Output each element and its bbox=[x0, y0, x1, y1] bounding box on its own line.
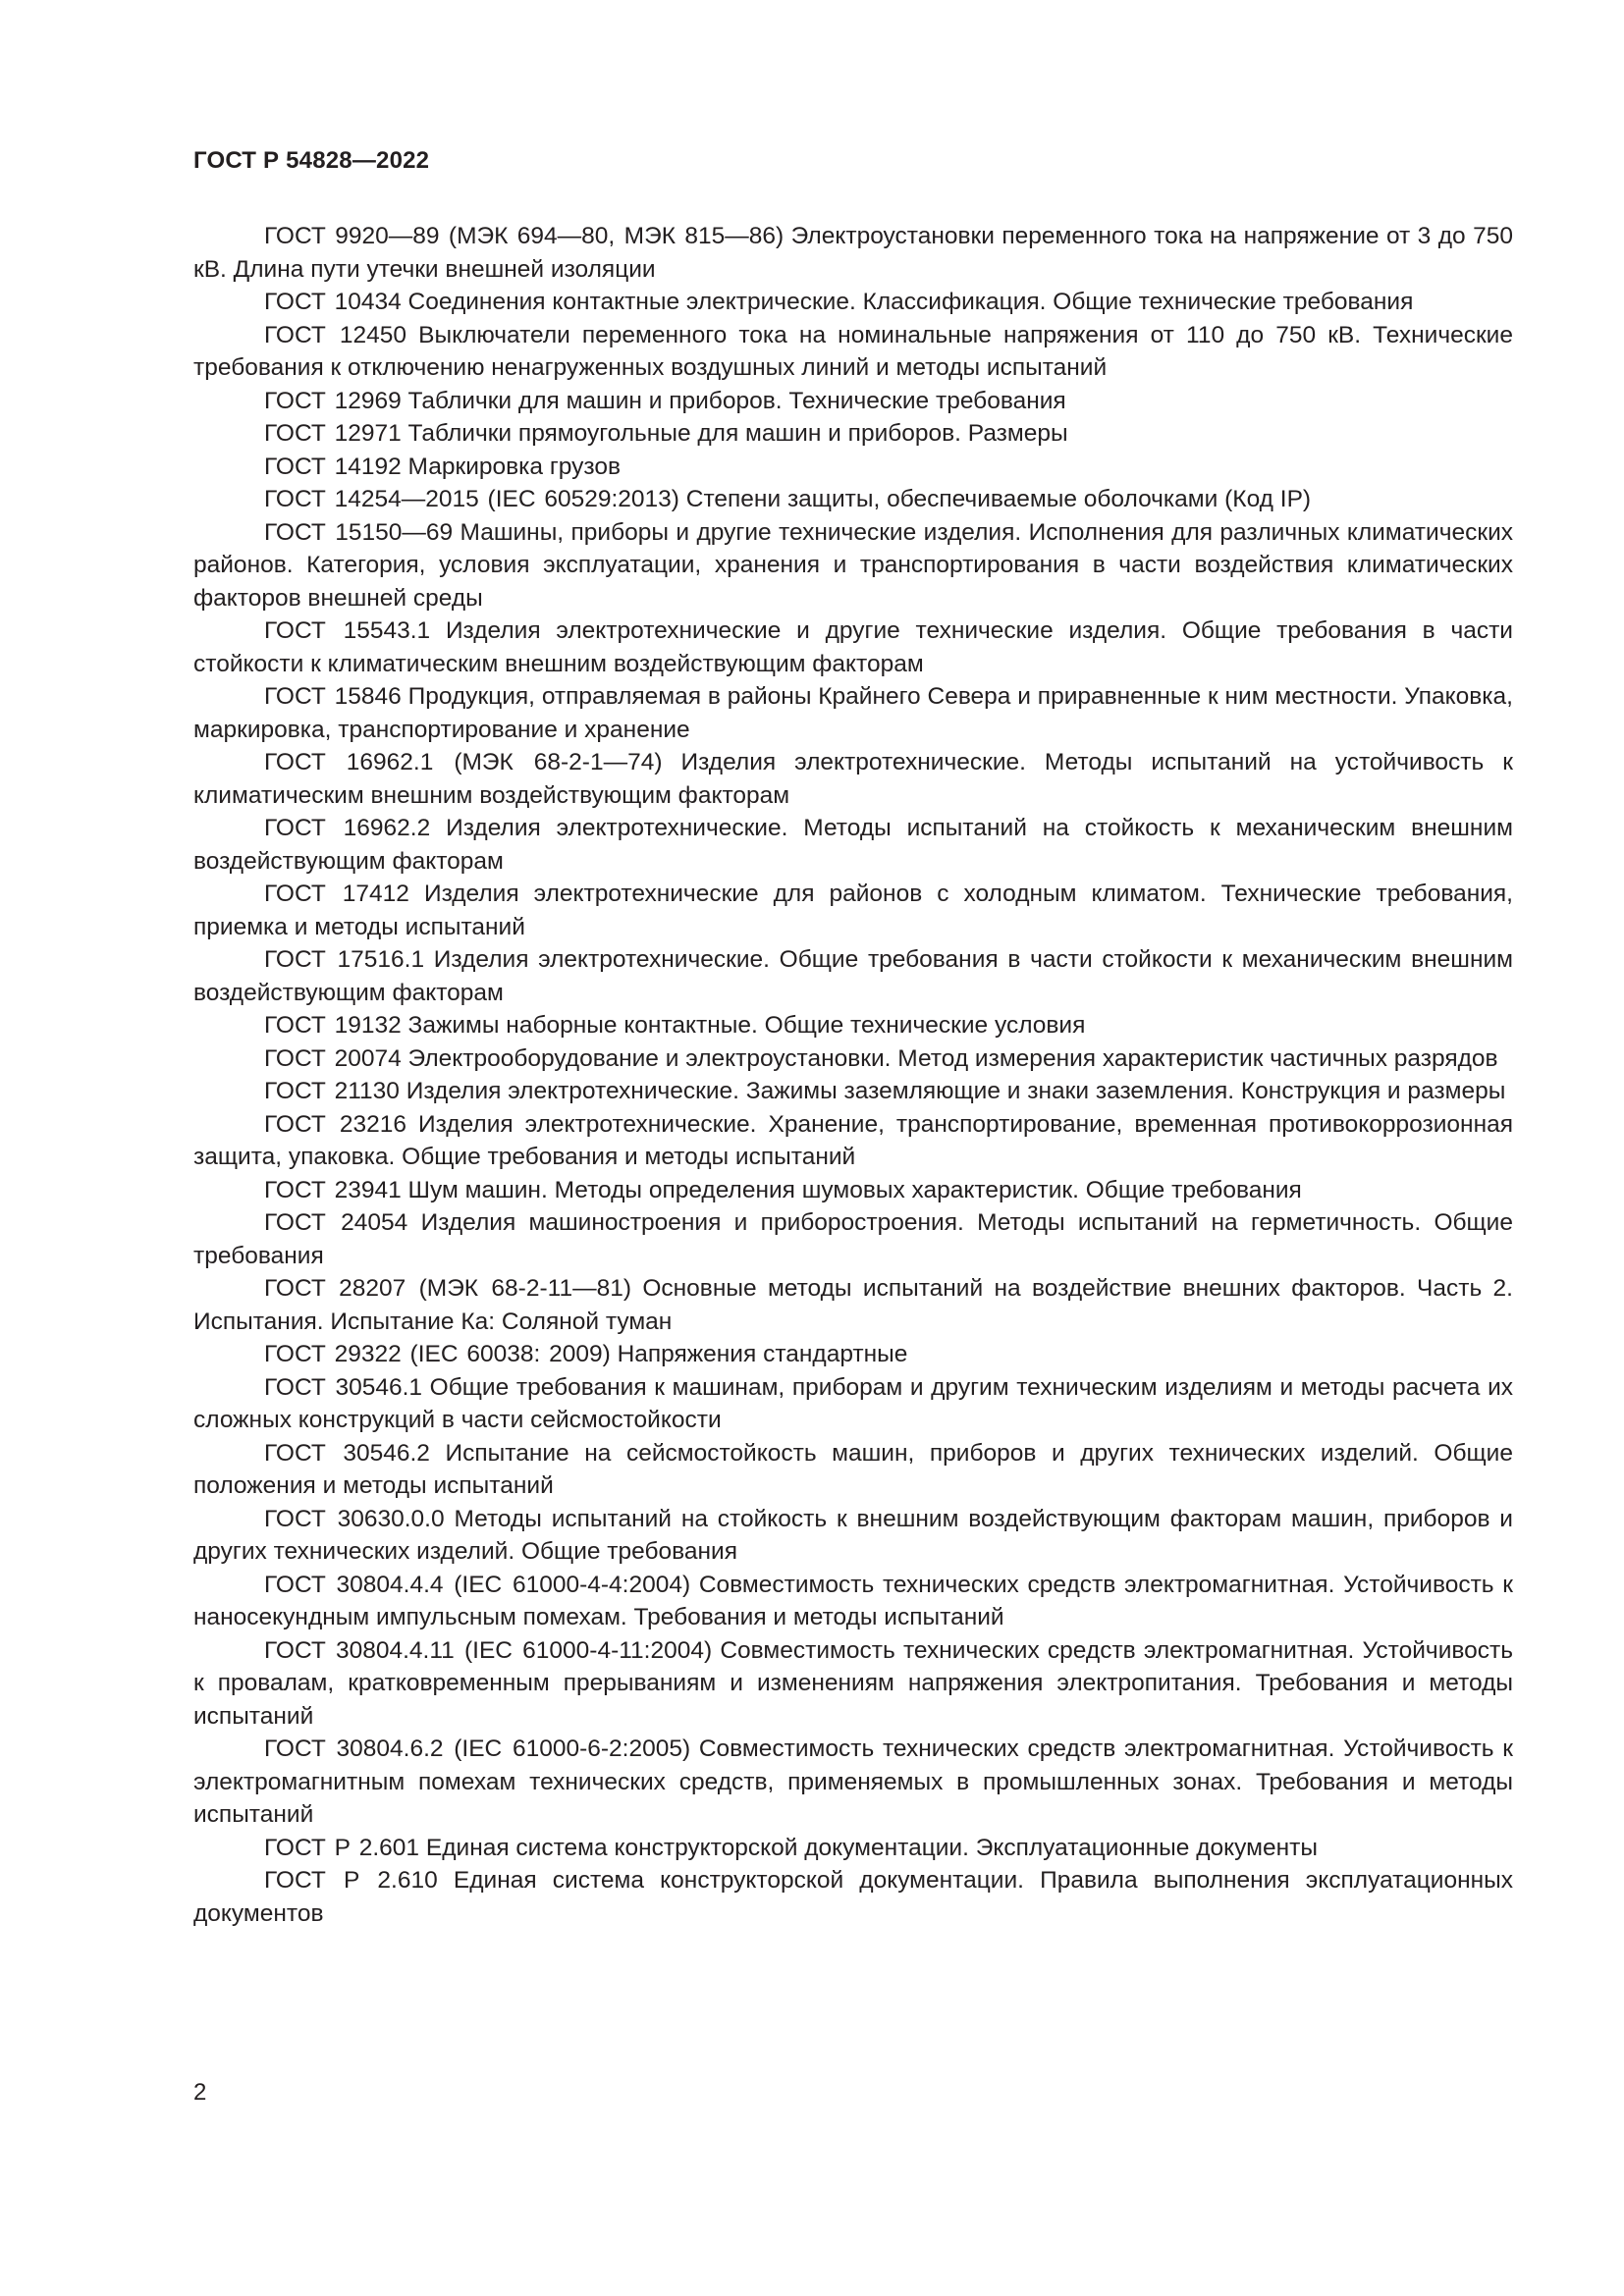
reference-item bbox=[193, 1108, 1513, 1174]
reference-title: Изделия машиностроения и приборостроения. Методы испытаний на герметичность. Общие требования bbox=[193, 1209, 1513, 1269]
reference-title: Изделия электротехнические. Зажимы заземляющие и знаки заземления. Конструкция и размеры bbox=[406, 1078, 1506, 1104]
reference-title: Зажимы наборные контактные. Общие технические условия bbox=[407, 1012, 1086, 1039]
reference-item bbox=[193, 1371, 1513, 1437]
reference-item bbox=[193, 483, 1513, 516]
reference-code: ГОСТ 29322 (IEC 60038: 2009) bbox=[264, 1341, 611, 1367]
reference-item bbox=[193, 943, 1513, 1009]
reference-item bbox=[193, 1832, 1513, 1865]
reference-code: ГОСТ 30804.4.11 (IEC 61000-4-11:2004) bbox=[264, 1636, 713, 1664]
reference-title: Продукция, отправляемая в районы Крайнего Севера и приравненные к ним местности. Упаковка, маркировка, транспортирование и хранение bbox=[193, 683, 1513, 743]
reference-title: Изделия электротехнические. Хранение, транспортирование, временная противокоррозионная защита, упаковка. Общие требования и методы испытаний bbox=[193, 1110, 1514, 1170]
reference-code: ГОСТ 21130 bbox=[264, 1078, 400, 1104]
reference-code: ГОСТ 23941 bbox=[264, 1176, 402, 1203]
reference-title: Маркировка грузов bbox=[407, 453, 621, 480]
normative-references-list bbox=[193, 220, 1513, 1930]
reference-title: Электроустановки переменного тока на напряжение от 3 до 750 кВ. Длина пути утечки внешней изоляции bbox=[193, 223, 1513, 283]
reference-code: ГОСТ 12971 bbox=[264, 420, 402, 447]
reference-code: ГОСТ 30630.0.0 bbox=[264, 1505, 445, 1532]
reference-code: ГОСТ Р 2.610 bbox=[264, 1867, 438, 1894]
reference-title: Изделия электротехнические. Методы испытаний на стойкость к механическим внешним воздействующим факторам bbox=[193, 815, 1513, 875]
reference-title: Основные методы испытаний на воздействие внешних факторов. Часть 2. Испытания. Испытание Ка: Соляной туман bbox=[193, 1275, 1513, 1335]
reference-code: ГОСТ Р 2.601 bbox=[264, 1834, 420, 1861]
reference-item bbox=[193, 286, 1513, 319]
reference-item bbox=[193, 1272, 1513, 1338]
reference-code: ГОСТ 30804.6.2 (IEC 61000-6-2:2005) bbox=[264, 1735, 691, 1762]
reference-code: ГОСТ 16962.1 (МЭК 68-2-1—74) bbox=[264, 749, 663, 775]
reference-item bbox=[193, 1042, 1513, 1076]
reference-title: Испытание на сейсмостойкость машин, приборов и других технических изделий. Общие положения и методы испытаний bbox=[193, 1439, 1513, 1499]
reference-title: Таблички для машин и приборов. Технические требования bbox=[407, 387, 1066, 414]
reference-title: Единая система конструкторской документации. Правила выполнения эксплуатационных документов bbox=[193, 1867, 1514, 1927]
reference-item bbox=[193, 1864, 1513, 1930]
reference-code: ГОСТ 12969 bbox=[264, 387, 402, 414]
reference-code: ГОСТ 12450 bbox=[264, 321, 407, 348]
reference-item bbox=[193, 878, 1513, 943]
reference-code: ГОСТ 15150—69 bbox=[264, 518, 454, 546]
reference-title: Таблички прямоугольные для машин и приборов. Размеры bbox=[407, 420, 1068, 447]
reference-item bbox=[193, 1503, 1513, 1569]
reference-code: ГОСТ 10434 bbox=[264, 289, 402, 315]
reference-item bbox=[193, 1174, 1513, 1207]
reference-code: ГОСТ 16962.2 bbox=[264, 815, 431, 841]
reference-code: ГОСТ 30546.2 bbox=[264, 1439, 430, 1467]
reference-code: ГОСТ 19132 bbox=[264, 1012, 402, 1039]
reference-item bbox=[193, 1075, 1513, 1108]
reference-title: Совместимость технических средств электромагнитная. Устойчивость к провалам, кратковременным прерываниям и изменениям напряжения электропитания. Требования и методы испытаний bbox=[193, 1636, 1513, 1730]
reference-title: Соединения контактные электрические. Классификация. Общие технические требования bbox=[407, 289, 1414, 315]
reference-title: Изделия электротехнические и другие технические изделия. Общие требования в части стойкости к климатическим внешним воздействующим факторам bbox=[193, 617, 1513, 677]
reference-title: Изделия электротехнические для районов с холодным климатом. Технические требования, приемка и методы испытаний bbox=[193, 881, 1513, 940]
reference-title: Совместимость технических средств электромагнитная. Устойчивость к наносекундным импульсным помехам. Требования и методы испытаний bbox=[193, 1571, 1514, 1630]
reference-item bbox=[193, 1338, 1513, 1371]
reference-item bbox=[193, 1206, 1513, 1272]
reference-item bbox=[193, 385, 1513, 418]
reference-code: ГОСТ 9920—89 (МЭК 694—80, МЭК 815—86) bbox=[264, 223, 785, 249]
reference-item bbox=[193, 1733, 1513, 1832]
reference-code: ГОСТ 20074 bbox=[264, 1044, 402, 1072]
reference-title: Выключатели переменного тока на номинальные напряжения от 110 до 750 кВ. Технические требования к отключению ненагруженных воздушных линий и методы испытаний bbox=[193, 321, 1513, 381]
reference-item bbox=[193, 1569, 1513, 1634]
reference-item bbox=[193, 1634, 1513, 1734]
reference-title: Шум машин. Методы определения шумовых характеристик. Общие требования bbox=[407, 1176, 1302, 1203]
reference-item bbox=[193, 680, 1513, 746]
reference-title: Электрооборудование и электроустановки. Метод измерения характеристик частичных разрядов bbox=[407, 1044, 1498, 1072]
reference-item bbox=[193, 417, 1513, 451]
reference-code: ГОСТ 17516.1 bbox=[264, 946, 425, 973]
reference-code: ГОСТ 30546.1 bbox=[264, 1373, 423, 1401]
reference-code: ГОСТ 30804.4.4 (IEC 61000-4-4:2004) bbox=[264, 1571, 691, 1598]
reference-code: ГОСТ 23216 bbox=[264, 1110, 406, 1138]
page-number: 2 bbox=[193, 2079, 207, 2106]
reference-title: Совместимость технических средств электромагнитная. Устойчивость к электромагнитным помехам технических средств, применяемых в промышленных зонах. Требования и методы испытаний bbox=[193, 1735, 1514, 1828]
reference-title: Общие требования к машинам, приборам и другим техническим изделиям и методы расчета их сложных конструкций в части сейсмостойкости bbox=[193, 1373, 1514, 1433]
reference-item bbox=[193, 451, 1513, 484]
reference-title: Методы испытаний на стойкость к внешним воздействующим факторам машин, приборов и других технических изделий. Общие требования bbox=[193, 1505, 1513, 1565]
reference-title: Напряжения стандартные bbox=[617, 1341, 908, 1367]
reference-item bbox=[193, 812, 1513, 878]
reference-item bbox=[193, 220, 1513, 286]
document-header: ГОСТ Р 54828—2022 bbox=[193, 147, 430, 174]
reference-item bbox=[193, 1009, 1513, 1042]
reference-code: ГОСТ 14254—2015 (IEC 60529:2013) bbox=[264, 486, 679, 512]
reference-title: Изделия электротехнические. Методы испытаний на устойчивость к климатическим внешним воздействующим факторам bbox=[193, 749, 1513, 809]
reference-code: ГОСТ 28207 (МЭК 68-2-11—81) bbox=[264, 1275, 631, 1302]
reference-item bbox=[193, 614, 1513, 680]
reference-code: ГОСТ 24054 bbox=[264, 1209, 408, 1236]
reference-title: Машины, приборы и другие технические изделия. Исполнения для различных климатических районов. Категория, условия эксплуатации, хранения и транспортирования в части воздействия климатических факторов внешней среды bbox=[193, 518, 1514, 612]
reference-title: Степени защиты, обеспечиваемые оболочками (Код IP) bbox=[685, 486, 1312, 512]
reference-item bbox=[193, 1437, 1513, 1503]
reference-code: ГОСТ 15846 bbox=[264, 683, 402, 710]
reference-code: ГОСТ 17412 bbox=[264, 881, 409, 907]
reference-title: Единая система конструкторской документации. Эксплуатационные документы bbox=[425, 1834, 1318, 1861]
reference-code: ГОСТ 14192 bbox=[264, 453, 402, 480]
reference-title: Изделия электротехнические. Общие требования в части стойкости к механическим внешним воздействующим факторам bbox=[193, 946, 1513, 1006]
reference-item bbox=[193, 746, 1513, 812]
reference-code: ГОСТ 15543.1 bbox=[264, 617, 431, 644]
reference-item bbox=[193, 516, 1513, 615]
reference-item bbox=[193, 319, 1513, 385]
